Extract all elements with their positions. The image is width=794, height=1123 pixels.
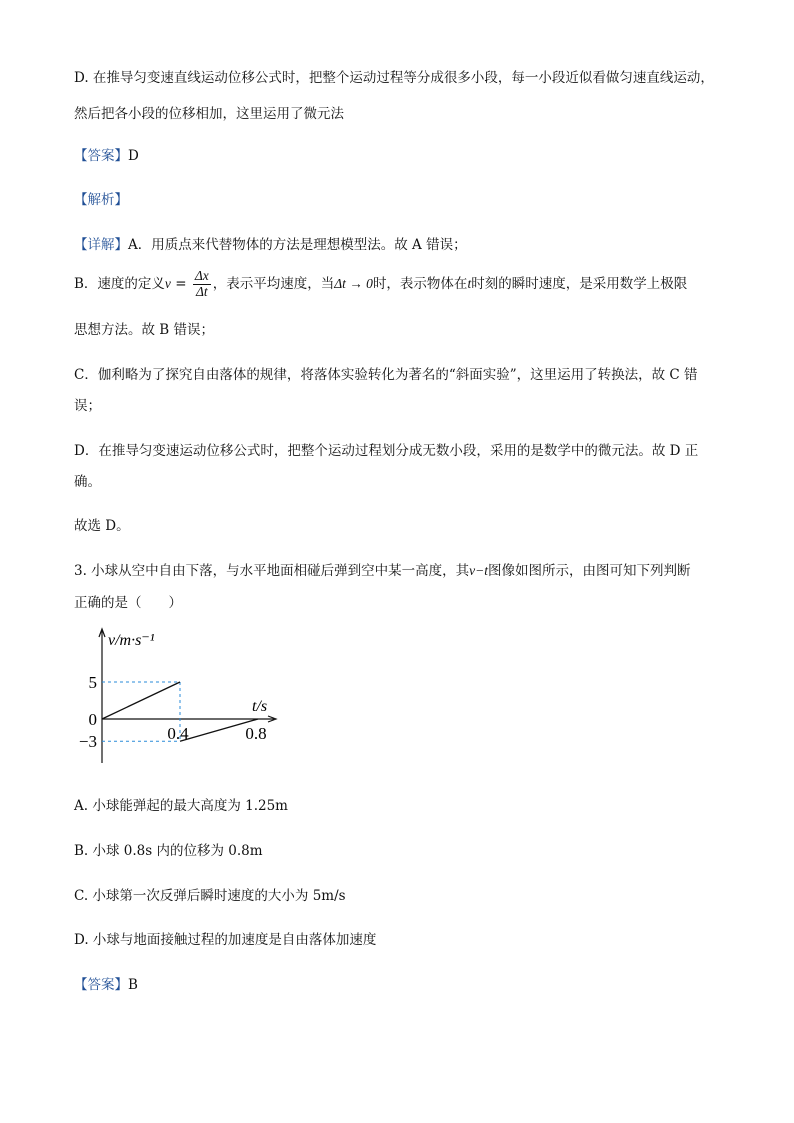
x-tick-label: 0.8 bbox=[245, 724, 267, 743]
detail-c-line1: C．伽利略为了探究自由落体的规律，将落体实验转化为著名的“斜面实验”，这里运用了转换法，故 C 错 bbox=[74, 367, 698, 383]
conclusion: 故选 D。 bbox=[74, 518, 130, 534]
answer-prev bbox=[74, 144, 139, 164]
fraction-denominator: Δt bbox=[195, 284, 208, 299]
analysis-tag: 【解析】 bbox=[74, 192, 128, 208]
detail-b-mid: ，表示平均速度，当 bbox=[212, 276, 335, 292]
vt-symbol: v−t bbox=[469, 563, 489, 578]
answer-tag: 【答案】 bbox=[74, 148, 128, 164]
option-c: C. 小球第一次反弹后瞬时速度的大小为 5m/s bbox=[74, 888, 346, 904]
question-line2: 正确的是（ ） bbox=[74, 595, 182, 611]
option-a: A. 小球能弹起的最大高度为 1.25m bbox=[74, 798, 288, 814]
velocity-fraction bbox=[193, 269, 211, 300]
answer-value-final: B bbox=[128, 977, 138, 993]
x-tick-label: 0.4 bbox=[167, 724, 189, 743]
detail-b-end: 时刻的瞬时速度，是采用数学上极限 bbox=[471, 276, 688, 292]
answer-tag-final: 【答案】 bbox=[74, 977, 128, 993]
y-tick-label: −3 bbox=[78, 732, 97, 752]
option-d: D. 小球与地面接触过程的加速度是自由落体加速度 bbox=[74, 932, 377, 948]
detail-b-line1 bbox=[74, 265, 687, 303]
question-suffix: 图像如图所示，由图可知下列判断 bbox=[488, 563, 691, 579]
equals-sign: = bbox=[170, 276, 191, 292]
option-b: B. 小球 0.8s 内的位移为 0.8m bbox=[74, 843, 263, 859]
fraction-numerator: Δx bbox=[194, 268, 209, 284]
y-tick-label: 0 bbox=[88, 710, 97, 729]
detail-tag: 【详解】 bbox=[74, 237, 128, 253]
answer-value: D bbox=[128, 148, 139, 164]
question-line1 bbox=[74, 559, 691, 579]
x-axis-label: t/s bbox=[252, 698, 268, 715]
question-prefix: 3. 小球从空中自由下落，与水平地面相碰后弹到空中某一高度，其 bbox=[74, 563, 470, 579]
detail-a-text: A．用质点来代替物体的方法是理想模型法。故 A 错误； bbox=[128, 237, 467, 253]
option-d-prev-line2: 然后把各小段的位移相加，这里运用了微元法 bbox=[74, 106, 344, 122]
detail-c-line2: 误； bbox=[74, 398, 101, 414]
velocity-symbol: v bbox=[164, 276, 171, 291]
answer bbox=[74, 973, 138, 993]
limit-expression: Δt → 0 bbox=[334, 276, 373, 291]
detail-b-mid2: 时，表示物体在 bbox=[372, 276, 468, 292]
detail-a bbox=[74, 233, 467, 253]
detail-d-line1: D．在推导匀变速运动位移公式时，把整个运动过程划分成无数小段，采用的是数学中的微元法。故 D 正 bbox=[74, 443, 699, 459]
y-axis-label: v/m·s⁻¹ bbox=[108, 632, 155, 649]
series-line-1 bbox=[102, 682, 180, 719]
detail-b-prefix: B．速度的定义 bbox=[74, 276, 165, 292]
y-tick-label: 5 bbox=[88, 673, 97, 692]
time-symbol: t bbox=[467, 276, 472, 291]
option-d-prev-line1: D. 在推导匀变速直线运动位移公式时，把整个运动过程等分成很多小段，每一小段近似看做匀速直线运动， bbox=[74, 70, 714, 86]
detail-b-line2: 思想方法。故 B 错误； bbox=[74, 322, 215, 338]
detail-d-line2: 确。 bbox=[74, 474, 101, 490]
vt-graph bbox=[78, 625, 292, 775]
